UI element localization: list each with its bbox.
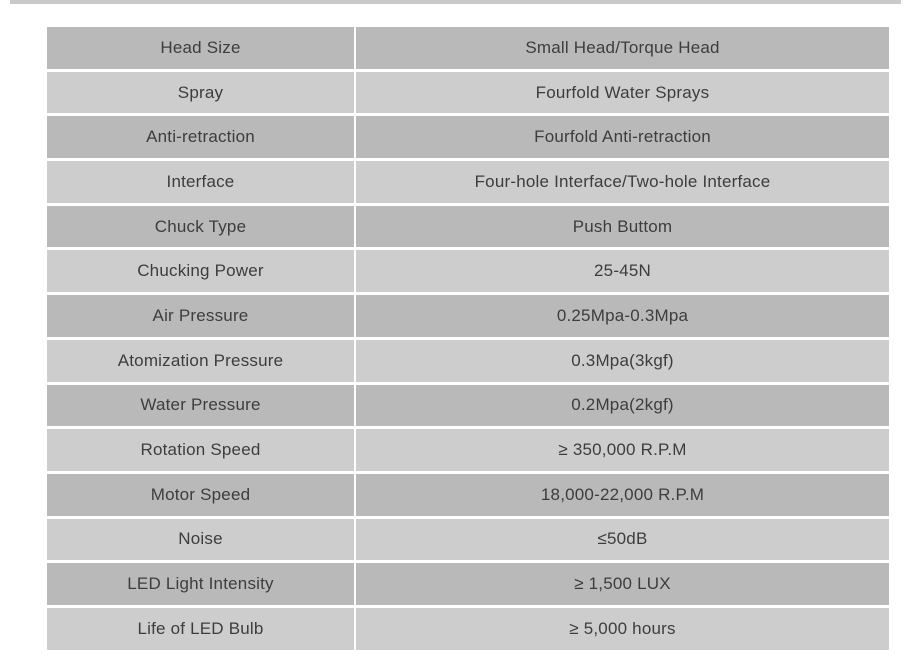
spec-label-cell: Head Size [47, 27, 354, 69]
spec-row [47, 27, 889, 69]
spec-row [47, 429, 889, 471]
spec-value-cell: 0.2Mpa(2kgf) [356, 385, 889, 427]
spec-value-cell: ≤50dB [356, 519, 889, 561]
spec-label-cell: Atomization Pressure [47, 340, 354, 382]
spec-row [47, 474, 889, 516]
spec-label-cell: Spray [47, 72, 354, 114]
spec-value-cell: 0.3Mpa(3kgf) [356, 340, 889, 382]
spec-label-cell: Chucking Power [47, 250, 354, 292]
spec-value-cell: ≥ 350,000 R.P.M [356, 429, 889, 471]
spec-value-cell: Small Head/Torque Head [356, 27, 889, 69]
spec-label-cell: Motor Speed [47, 474, 354, 516]
spec-value-cell: ≥ 1,500 LUX [356, 563, 889, 605]
spec-value-cell: Push Buttom [356, 206, 889, 248]
spec-value-cell: 25-45N [356, 250, 889, 292]
spec-label-cell: LED Light Intensity [47, 563, 354, 605]
spec-row [47, 340, 889, 382]
spec-row [47, 161, 889, 203]
spec-row [47, 72, 889, 114]
spec-row [47, 385, 889, 427]
spec-label-cell: Chuck Type [47, 206, 354, 248]
spec-value-cell: Four-hole Interface/Two-hole Interface [356, 161, 889, 203]
spec-value-cell: ≥ 5,000 hours [356, 608, 889, 650]
spec-value-cell: 0.25Mpa-0.3Mpa [356, 295, 889, 337]
spec-row [47, 608, 889, 650]
top-divider-bar [10, 0, 901, 4]
spec-row [47, 250, 889, 292]
spec-label-cell: Life of LED Bulb [47, 608, 354, 650]
spec-row [47, 295, 889, 337]
spec-label-cell: Water Pressure [47, 385, 354, 427]
spec-label-cell: Noise [47, 519, 354, 561]
spec-row [47, 519, 889, 561]
spec-label-cell: Interface [47, 161, 354, 203]
spec-value-cell: Fourfold Anti-retraction [356, 116, 889, 158]
spec-table [47, 27, 889, 650]
spec-label-cell: Anti-retraction [47, 116, 354, 158]
spec-row [47, 116, 889, 158]
spec-row [47, 206, 889, 248]
spec-value-cell: 18,000-22,000 R.P.M [356, 474, 889, 516]
spec-row [47, 563, 889, 605]
spec-value-cell: Fourfold Water Sprays [356, 72, 889, 114]
spec-label-cell: Air Pressure [47, 295, 354, 337]
spec-label-cell: Rotation Speed [47, 429, 354, 471]
